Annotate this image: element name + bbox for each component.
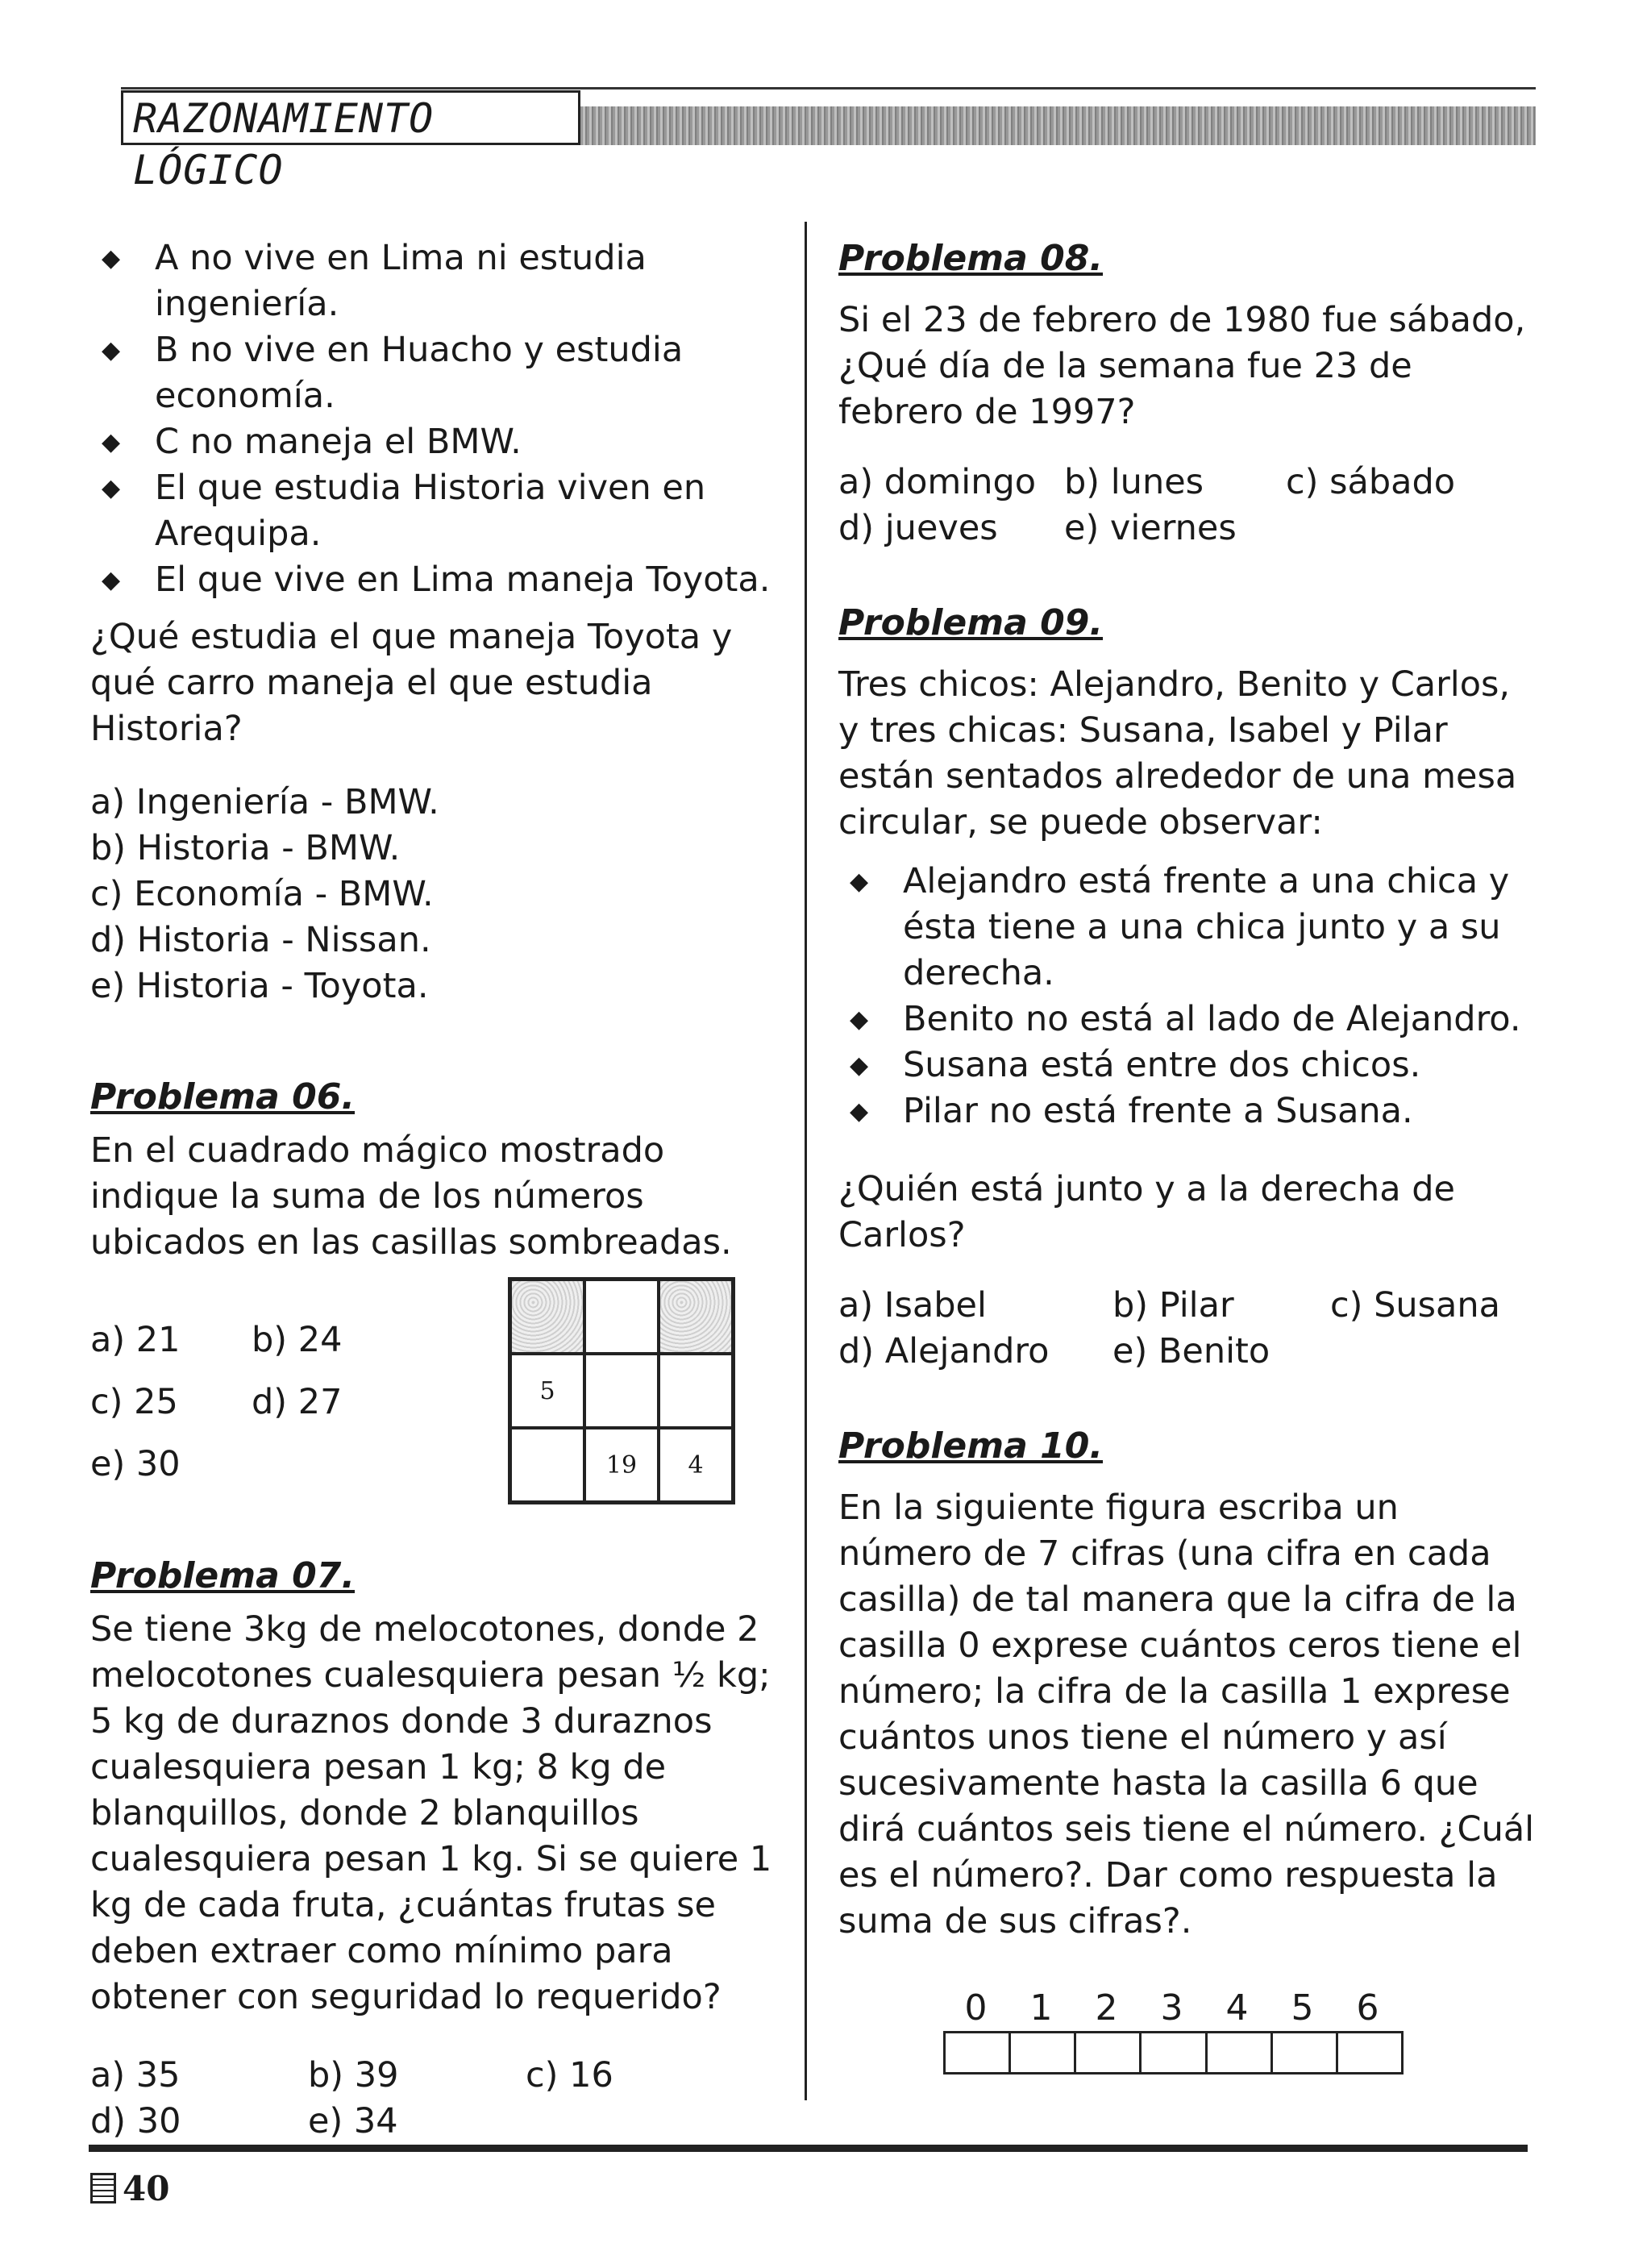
- magic-square-cell: [510, 1428, 584, 1502]
- answer-option: e) Historia - Toyota.: [90, 966, 429, 1006]
- header-decorative-bar: [580, 106, 1536, 145]
- magic-square-cell: [659, 1354, 733, 1428]
- answer-options: [90, 780, 784, 1009]
- answer-option: b) 24: [252, 1320, 343, 1360]
- answer-option: e) 34: [308, 2101, 398, 2141]
- answer-option: d) jueves: [838, 508, 998, 548]
- problem-title: Problema 07.: [90, 1555, 356, 1596]
- footer-rule: [89, 2145, 1528, 2152]
- answer-option: a) 21: [90, 1320, 181, 1360]
- question-text: ¿Quién está junto y a la derecha de Carlos?: [838, 1169, 1455, 1255]
- clue-item: ◆ Benito no está al lado de Alejandro.: [838, 997, 1540, 1042]
- diamond-bullet-icon: ◆: [102, 566, 121, 594]
- diamond-bullet-icon: ◆: [850, 1097, 869, 1126]
- problem-body: En el cuadrado mágico mostrado indique la suma de los números ubicados en las casillas sombreadas.: [90, 1130, 732, 1263]
- answer-option: b) lunes: [1064, 462, 1204, 502]
- magic-square: [508, 1277, 735, 1504]
- digit-boxes-figure: [943, 1985, 1404, 2074]
- problem-body: Tres chicos: Alejandro, Benito y Carlos, y tres chicas: Susana, Isabel y Pilar están sentados alrededor de una mesa circular, se puede observar:: [838, 664, 1517, 843]
- answer-options: [838, 460, 1540, 551]
- answer-option: e) viernes: [1064, 508, 1237, 548]
- digit-box: [1338, 2033, 1404, 2072]
- problem-body: Si el 23 de febrero de 1980 fue sábado, ¿Qué día de la semana fue 23 de febrero de 1997?: [838, 300, 1526, 432]
- magic-square-cell: [584, 1354, 659, 1428]
- digit-box: [1142, 2033, 1207, 2072]
- diamond-bullet-icon: ◆: [102, 428, 121, 456]
- answer-option: b) Historia - BMW.: [90, 828, 401, 868]
- answer-option: a) Isabel: [838, 1285, 987, 1325]
- answer-options: [90, 2053, 784, 2145]
- digit-label: 2: [1095, 1987, 1118, 2029]
- diamond-bullet-icon: ◆: [102, 244, 121, 273]
- answer-option: d) 30: [90, 2101, 181, 2141]
- answer-option: d) 27: [252, 1382, 343, 1422]
- digit-label: 3: [1160, 1987, 1183, 2029]
- magic-square-cell: 4: [659, 1428, 733, 1502]
- page-header-title: RAZONAMIENTO LÓGICO: [121, 90, 580, 145]
- digit-label: 5: [1291, 1987, 1314, 2029]
- digit-box: [1011, 2033, 1076, 2072]
- digit-label: 6: [1356, 1987, 1379, 2029]
- problem-title: Problema 09.: [838, 602, 1104, 643]
- left-column: [90, 235, 784, 2145]
- answer-option: d) Alejandro: [838, 1331, 1050, 1371]
- magic-square-cell: 5: [510, 1354, 584, 1428]
- magic-square-cell: 19: [584, 1428, 659, 1502]
- diamond-bullet-icon: ◆: [850, 868, 869, 896]
- problem-title: Problema 10.: [838, 1425, 1104, 1467]
- answer-option: e) Benito: [1112, 1331, 1270, 1371]
- answer-option: c) 16: [526, 2055, 613, 2095]
- diamond-bullet-icon: ◆: [850, 1005, 869, 1034]
- answer-option: c) Susana: [1330, 1285, 1500, 1325]
- clue-item: ◆ Alejandro está frente a una chica y ésta tiene a una chica junto y a su derecha.: [838, 859, 1540, 997]
- problem-06: [90, 1074, 784, 1504]
- premise-item: ◆ B no vive en Huacho y estudia economía.: [90, 327, 784, 419]
- premise-list: [90, 235, 784, 603]
- diamond-bullet-icon: ◆: [102, 474, 121, 502]
- digit-box: [1273, 2033, 1338, 2072]
- magic-square-cell-shaded: [659, 1280, 733, 1354]
- digit-labels: [943, 1985, 1404, 2031]
- digit-label: 1: [1029, 1987, 1053, 2029]
- digit-box: [946, 2033, 1011, 2072]
- column-divider: [805, 222, 807, 2100]
- answer-options: [90, 1317, 397, 1488]
- answer-option: b) 39: [308, 2055, 399, 2095]
- problem-10: [838, 1423, 1540, 2074]
- answer-option: a) domingo: [838, 462, 1037, 502]
- digit-box-row: [943, 2031, 1404, 2074]
- problem-07: [90, 1553, 784, 2145]
- answer-option: e) 30: [90, 1444, 181, 1484]
- problem-body: En la siguiente figura escriba un número de 7 cifras (una cifra en cada casilla) de tal manera que la cifra de la casilla 0 exprese cuántos ceros tiene el número; la cifra de la casilla 1 exprese cuántos unos tiene el número y así sucesivamente hasta la casilla 6 que dirá cuántos seis tiene el número. ¿Cuál es el número?. Dar como respuesta la suma de sus cifras?.: [838, 1488, 1535, 1941]
- answer-option: d) Historia - Nissan.: [90, 920, 431, 960]
- premise-item: ◆ C no maneja el BMW.: [90, 419, 784, 465]
- premise-item: ◆ El que vive en Lima maneja Toyota.: [90, 557, 784, 603]
- clue-list: [838, 859, 1540, 1134]
- premise-item: ◆ A no vive en Lima ni estudia ingeniería.: [90, 235, 784, 327]
- problem-09: [838, 600, 1540, 1375]
- clue-item: ◆ Susana está entre dos chicos.: [838, 1042, 1540, 1088]
- magic-square-cell-shaded: [510, 1280, 584, 1354]
- premise-item: ◆ El que estudia Historia viven en Arequipa.: [90, 465, 784, 557]
- answer-option: a) Ingeniería - BMW.: [90, 782, 439, 822]
- problem-08: [838, 235, 1540, 551]
- digit-box: [1076, 2033, 1142, 2072]
- magic-square-cell: [584, 1280, 659, 1354]
- clue-item: ◆ Pilar no está frente a Susana.: [838, 1088, 1540, 1134]
- answer-option: a) 35: [90, 2055, 181, 2095]
- problem-title: Problema 06.: [90, 1076, 356, 1117]
- diamond-bullet-icon: ◆: [102, 336, 121, 364]
- answer-option: c) sábado: [1286, 462, 1456, 502]
- right-column: [838, 235, 1540, 2074]
- problem-body: Se tiene 3kg de melocotones, donde 2 melocotones cualesquiera pesan ½ kg; 5 kg de duraznos donde 3 duraznos cualesquiera pesan 1 kg; 8 kg de blanquillos, donde 2 blanquillos cualesquiera pesan 1 kg. Si se quiere 1 kg de cada fruta, ¿cuántas frutas se deben extraer como mínimo para obtener con seguridad lo requerido?: [90, 1609, 772, 2017]
- digit-box: [1208, 2033, 1273, 2072]
- problem-title: Problema 08.: [838, 238, 1104, 279]
- answer-option: b) Pilar: [1112, 1285, 1234, 1325]
- answer-options: [838, 1283, 1540, 1375]
- digit-label: 4: [1225, 1987, 1249, 2029]
- diamond-bullet-icon: ◆: [850, 1051, 869, 1080]
- question-text: ¿Qué estudia el que maneja Toyota y qué carro maneja el que estudia Historia?: [90, 617, 733, 749]
- answer-option: c) Economía - BMW.: [90, 874, 434, 914]
- page-number: 40: [90, 2169, 169, 2208]
- header-rule: [121, 87, 1536, 89]
- answer-option: c) 25: [90, 1382, 178, 1422]
- digit-label: 0: [964, 1987, 988, 2029]
- book-page-icon: [90, 2173, 116, 2203]
